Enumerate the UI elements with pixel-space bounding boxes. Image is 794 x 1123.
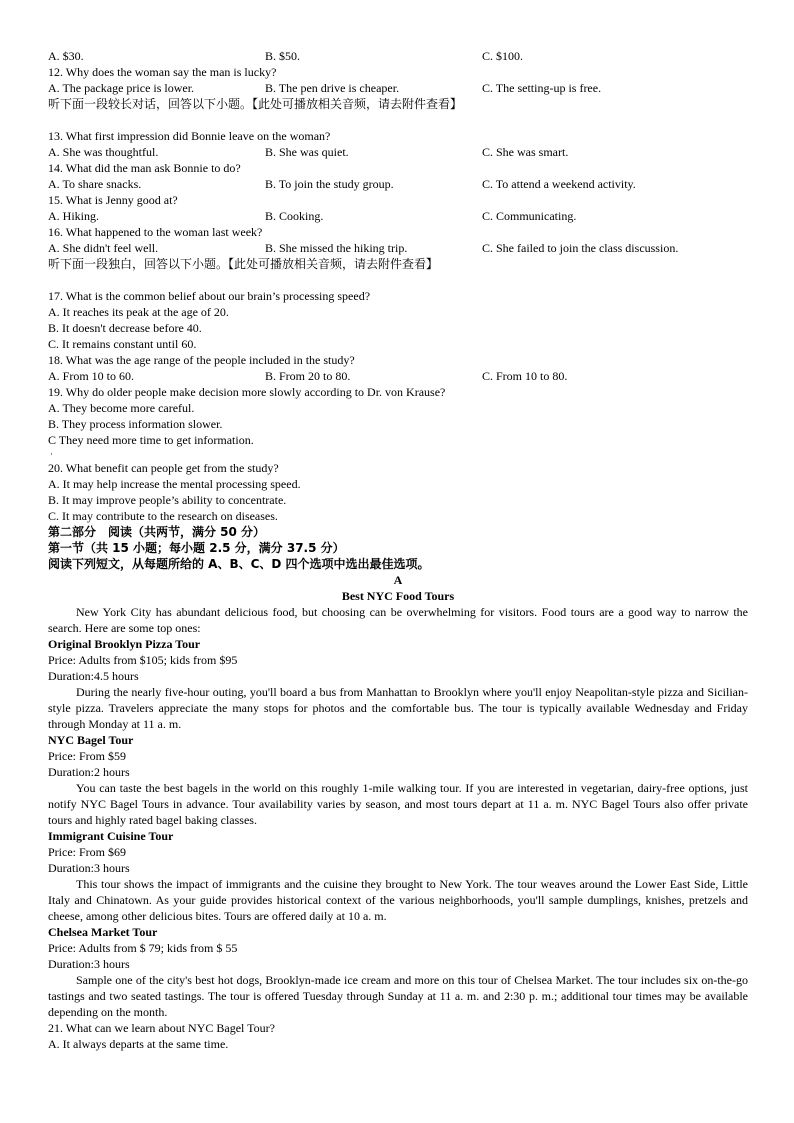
question-14: 14. What did the man ask Bonnie to do? bbox=[48, 161, 241, 175]
q17-option-c: C. It remains constant until 60. bbox=[48, 337, 197, 351]
q20-option-b: B. It may improve people’s ability to concentrate. bbox=[48, 493, 287, 507]
q14-options bbox=[48, 176, 748, 192]
option-b: B. She was quiet. bbox=[265, 145, 349, 159]
question-20: 20. What benefit can people get from the study? bbox=[48, 461, 279, 475]
stray-dot: · bbox=[50, 449, 53, 459]
option-a: A. $30. bbox=[48, 49, 84, 63]
passage-title: Best NYC Food Tours bbox=[341, 589, 455, 603]
tour-3-price: Price: From $69 bbox=[48, 845, 126, 859]
option-b: B. $50. bbox=[265, 49, 301, 63]
option-a: A. She didn't feel well. bbox=[48, 241, 159, 255]
tour-3-description: This tour shows the impact of immigrants and the cuisine they brought to New York. The tour weaves around the Lower East Side, Little Italy and Chinatown. As your guide provides historical context of the various neighborhoods, you'll sample dumplings, knishes, pretzels and cheese, among other delicious bites. Tours are offered daily at 10 a. m. bbox=[48, 877, 748, 923]
q19-option-a: A. They become more careful. bbox=[48, 401, 195, 415]
question-19: 19. Why do older people make decision more slowly according to Dr. von Krause? bbox=[48, 385, 446, 399]
q17-option-a: A. It reaches its peak at the age of 20. bbox=[48, 305, 229, 319]
option-c: C. $100. bbox=[482, 49, 524, 63]
tour-1-duration: Duration:4.5 hours bbox=[48, 669, 139, 683]
tour-4-duration: Duration:3 hours bbox=[48, 957, 130, 971]
option-c: C. She failed to join the class discussion. bbox=[482, 241, 679, 255]
q20-option-c: C. It may contribute to the research on diseases. bbox=[48, 509, 278, 523]
option-b: B. Cooking. bbox=[265, 209, 324, 223]
page-content bbox=[48, 48, 748, 1052]
q16-options bbox=[48, 240, 748, 256]
tour-1-description: During the nearly five-hour outing, you'll board a bus from Manhattan to Brooklyn where you'll enjoy Neapolitan-style pizza and Sicilian-style pizza. Travelers appreciate the many stops for photos and the comfortable bus. The tour is typically available Wednesday and Friday through Monday at 11 a. m. bbox=[48, 685, 748, 731]
option-a: A. To share snacks. bbox=[48, 177, 142, 191]
q17-option-b: B. It doesn't decrease before 40. bbox=[48, 321, 202, 335]
q20-option-a: A. It may help increase the mental processing speed. bbox=[48, 477, 301, 491]
tour-1-name: Original Brooklyn Pizza Tour bbox=[48, 637, 201, 651]
option-c: C. Communicating. bbox=[482, 209, 577, 223]
question-16: 16. What happened to the woman last week? bbox=[48, 225, 263, 239]
tour-2-price: Price: From $59 bbox=[48, 749, 126, 763]
q19-option-c: C They need more time to get information. bbox=[48, 433, 254, 447]
tour-1-price: Price: Adults from $105; kids from $95 bbox=[48, 653, 238, 667]
tour-2-duration: Duration:2 hours bbox=[48, 765, 130, 779]
q11-options bbox=[48, 48, 748, 64]
tour-2-description: You can taste the best bagels in the world on this roughly 1-mile walking tour. If you are interested in vegetarian, dairy-free options, just notify NYC Bagel Tours in advance. Tour availability varies by season, and most tours depart at 11 a. m. NYC Bagel Tours also offer private tours and highly rated bagel baking classes. bbox=[48, 781, 748, 827]
section-1-heading: 第一节（共 15 小题；每小题 2.5 分，满分 37.5 分） bbox=[48, 541, 345, 555]
question-12: 12. Why does the woman say the man is lucky? bbox=[48, 65, 277, 79]
part-2-heading: 第二部分 阅读（共两节，满分 50 分） bbox=[48, 525, 266, 539]
tour-3-duration: Duration:3 hours bbox=[48, 861, 130, 875]
q13-options bbox=[48, 144, 748, 160]
q12-options bbox=[48, 80, 748, 96]
option-a: A. Hiking. bbox=[48, 209, 99, 223]
q18-options bbox=[48, 368, 748, 384]
question-17: 17. What is the common belief about our brain’s processing speed? bbox=[48, 289, 371, 303]
option-b: B. To join the study group. bbox=[265, 177, 394, 191]
tour-4-price: Price: Adults from $ 79; kids from $ 55 bbox=[48, 941, 238, 955]
tour-4-name: Chelsea Market Tour bbox=[48, 925, 158, 939]
reading-instruction: 阅读下列短文，从每题所给的 A、B、C、D 四个选项中选出最佳选项。 bbox=[48, 557, 430, 571]
option-b: B. She missed the hiking trip. bbox=[265, 241, 408, 255]
q15-options bbox=[48, 208, 748, 224]
option-c: C. To attend a weekend activity. bbox=[482, 177, 636, 191]
listening-instruction-monologue: 听下面一段独白，回答以下小题。【此处可播放相关音频，请去附件查看】 bbox=[48, 257, 439, 271]
question-18: 18. What was the age range of the people included in the study? bbox=[48, 353, 355, 367]
option-b: B. From 20 to 80. bbox=[265, 369, 351, 383]
tour-2-name: NYC Bagel Tour bbox=[48, 733, 134, 747]
option-a: A. The package price is lower. bbox=[48, 81, 195, 95]
passage-letter: A bbox=[393, 573, 403, 587]
question-15: 15. What is Jenny good at? bbox=[48, 193, 178, 207]
option-b: B. The pen drive is cheaper. bbox=[265, 81, 400, 95]
option-a: A. From 10 to 60. bbox=[48, 369, 135, 383]
option-c: C. She was smart. bbox=[482, 145, 569, 159]
q19-option-b: B. They process information slower. bbox=[48, 417, 223, 431]
passage-intro: New York City has abundant delicious food, but choosing can be overwhelming for visitors. Food tours are a good way to narrow the search. Here are some top ones: bbox=[48, 605, 748, 635]
q21-option-a: A. It always departs at the same time. bbox=[48, 1037, 229, 1051]
tour-4-description: Sample one of the city's best hot dogs, Brooklyn-made ice cream and more on this tour of Chelsea Market. The tour includes six on-the-go tastings and two seated tastings. The tour is offered Tuesday through Sunday at 11 a. m. and 2:30 p. m.; additional tour times may be available depending on the month. bbox=[48, 973, 748, 1019]
listening-instruction-long: 听下面一段较长对话，回答以下小题。【此处可播放相关音频，请去附件查看】 bbox=[48, 97, 463, 111]
question-13: 13. What first impression did Bonnie leave on the woman? bbox=[48, 129, 331, 143]
tour-3-name: Immigrant Cuisine Tour bbox=[48, 829, 174, 843]
option-c: C. From 10 to 80. bbox=[482, 369, 568, 383]
question-21: 21. What can we learn about NYC Bagel Tour? bbox=[48, 1021, 275, 1035]
option-c: C. The setting-up is free. bbox=[482, 81, 602, 95]
option-a: A. She was thoughtful. bbox=[48, 145, 159, 159]
